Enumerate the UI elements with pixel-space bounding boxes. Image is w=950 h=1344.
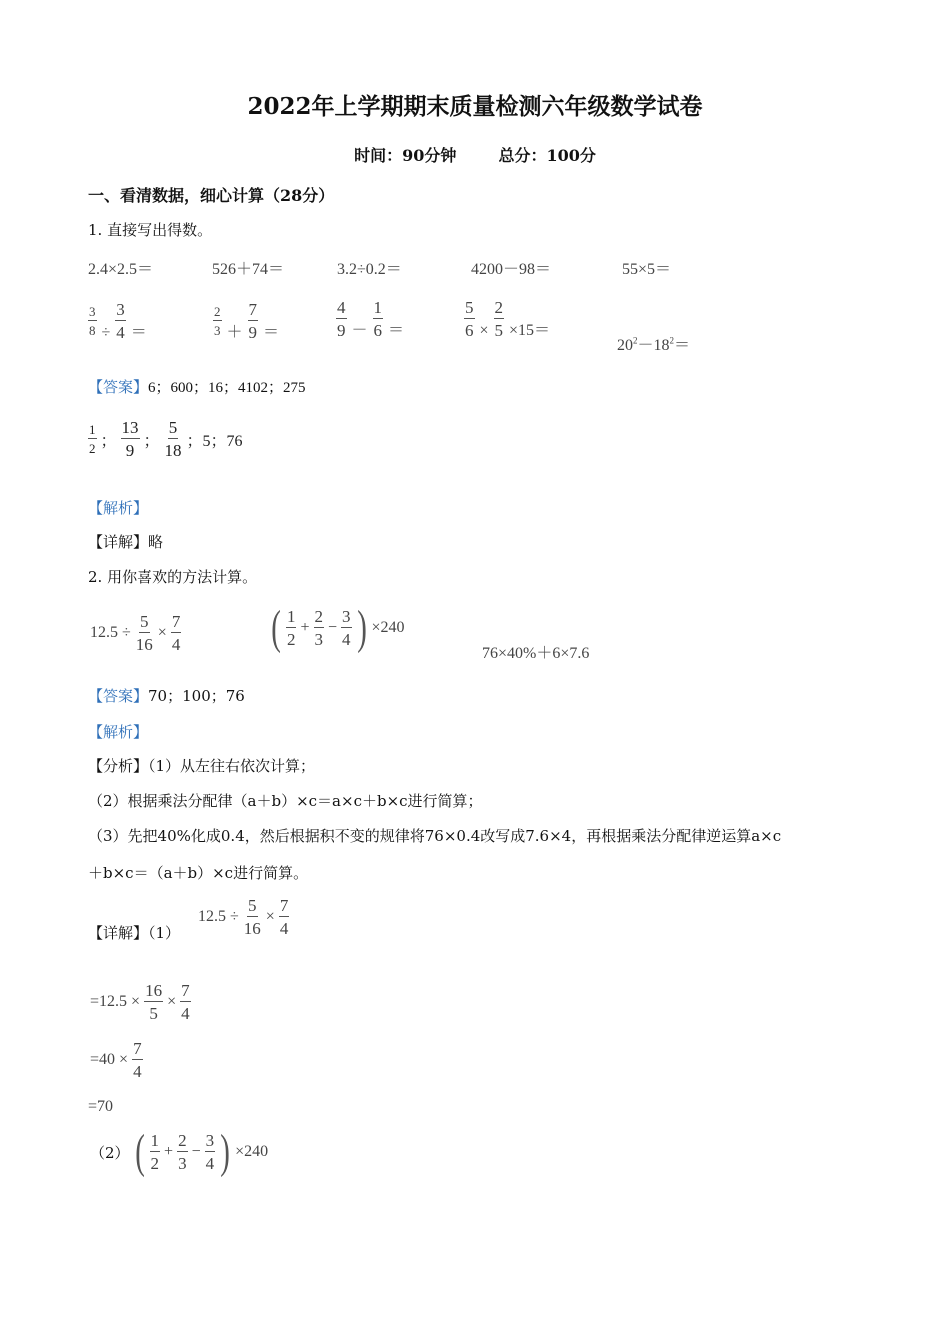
answer-label: 【答案】 [88,378,149,396]
q1-item-5: 55×5＝ [622,261,672,278]
q1-item-8: $\frac{4}{9}$ － $\frac{1}{6}$ ＝ [337,298,405,340]
q1-answer-fractions: $\frac{1}{2}$ ； $\frac{13}{9}$ ； $\frac{5}{18}$ ；5；76 [89,418,243,460]
question-1-stem: 1. 直接写出得数。 [88,221,213,239]
q2-expr-3: 76×40%＋6×7.6 [482,645,590,662]
fraction: $\frac{3}{4}$ [342,607,351,649]
detail-label: 【详解】 [88,533,149,551]
q1-jiexi-label: 【解析】 [88,499,149,517]
q2-step-2: =12.5 × $\frac{16}{5}$ × $\frac{7}{4}$ [90,981,190,1023]
q2-answer [88,685,245,706]
analysis-label: 【分析】 [88,757,149,775]
section-heading: 一、看清数据，细心计算（28分） [88,186,335,205]
fraction: $\frac{2}{3}$ [314,607,324,649]
answer-values: 6；600；16；4102；275 [148,380,306,396]
q2-expr-2: ( $\frac{1}{2}$ + $\frac{2}{3}$ − $\frac{3}{4}$ ) ×240 [271,601,405,654]
fraction: $\frac{7}{4}$ [171,612,181,654]
fraction: $\frac{2}{3}$ [214,304,221,338]
fraction: $\frac{1}{2}$ [89,422,96,456]
question-2-stem: 2. 用你喜欢的方法计算。 [88,568,258,586]
q1-item-9: $\frac{5}{6}$ × $\frac{2}{5}$ ×15＝ [465,298,551,340]
q2-step-1: 12.5 ÷ $\frac{5}{16}$ × $\frac{7}{4}$ [198,896,289,938]
fraction: $\frac{7}{4}$ [133,1039,142,1081]
fraction: $\frac{4}{9}$ [337,298,346,340]
answer-label: 【答案】 [88,687,149,705]
fraction: $\frac{5}{16}$ [243,896,261,938]
fraction: $\frac{5}{16}$ [135,612,153,654]
fraction: $\frac{3}{4}$ [205,1131,215,1173]
q2-jiexi-label: 【解析】 [88,723,149,741]
fraction: $\frac{3}{8}$ [89,304,96,338]
detail-text: 略 [148,533,164,551]
detail-label: 【详解】 [88,924,149,942]
q2-analysis-1: 【分析】（1）从左往右依次计算； [88,757,316,775]
q2-step-5: （2） ( $\frac{1}{2}$ + $\frac{2}{3}$ − $\frac{3}{4}$ ) ×240 [90,1125,269,1178]
q1-item-4: 4200－98＝ [471,261,552,278]
fraction: $\frac{5}{6}$ [465,298,474,340]
exam-info [0,143,950,166]
fraction: $\frac{7}{4}$ [279,896,289,938]
fraction: $\frac{1}{2}$ [286,607,296,649]
q2-analysis-4: ＋b×c＝（a＋b）×c进行简算。 [88,864,309,882]
q2-expr-1: 12.5 ÷ $\frac{5}{16}$ × $\frac{7}{4}$ [90,612,181,654]
q2-step-4: =70 [88,1098,114,1115]
exam-time: 时间：90分钟 [354,146,457,165]
fraction: $\frac{16}{5}$ [145,981,163,1023]
exam-total-score: 总分：100分 [498,146,596,165]
q1-item-2: 526＋74＝ [212,261,285,278]
q1-item-10: $20^2-18^2=$ [617,335,691,354]
answer-values: 70；100；76 [148,687,245,705]
page-title: 2022年上学期期末质量检测六年级数学试卷 [247,93,703,120]
q1-answer [88,376,306,397]
fraction: $\frac{1}{2}$ [150,1131,160,1173]
q1-detail [88,531,163,552]
q2-analysis-2: （2）根据乘法分配律（a＋b）×c＝a×c＋b×c进行简算； [88,792,483,810]
fraction: $\frac{5}{18}$ [164,418,182,460]
fraction: $\frac{3}{4}$ [116,300,125,342]
q2-step-3: =40 × $\frac{7}{4}$ [90,1039,142,1081]
fraction: $\frac{13}{9}$ [121,418,139,460]
fraction: $\frac{2}{3}$ [178,1131,187,1173]
fraction: $\frac{7}{4}$ [181,981,190,1023]
fraction: $\frac{2}{5}$ [494,298,504,340]
q1-item-3: 3.2÷0.2＝ [337,261,402,278]
fraction: $\frac{1}{6}$ [373,298,383,340]
q2-detail-label: 【详解】（1） [88,924,181,942]
q1-item-6: $\frac{3}{8}$ ÷ $\frac{3}{4}$ ＝ [89,300,147,342]
q1-item-7: $\frac{2}{3}$ ＋ $\frac{7}{9}$ ＝ [214,300,280,342]
q1-item-1: 2.4×2.5＝ [88,261,154,278]
fraction: $\frac{7}{9}$ [248,300,258,342]
q2-analysis-3: （3）先把40%化成0.4，然后根据积不变的规律将76×0.4改写成7.6×4，再根据乘法分配律逆运算a×c [88,827,782,845]
